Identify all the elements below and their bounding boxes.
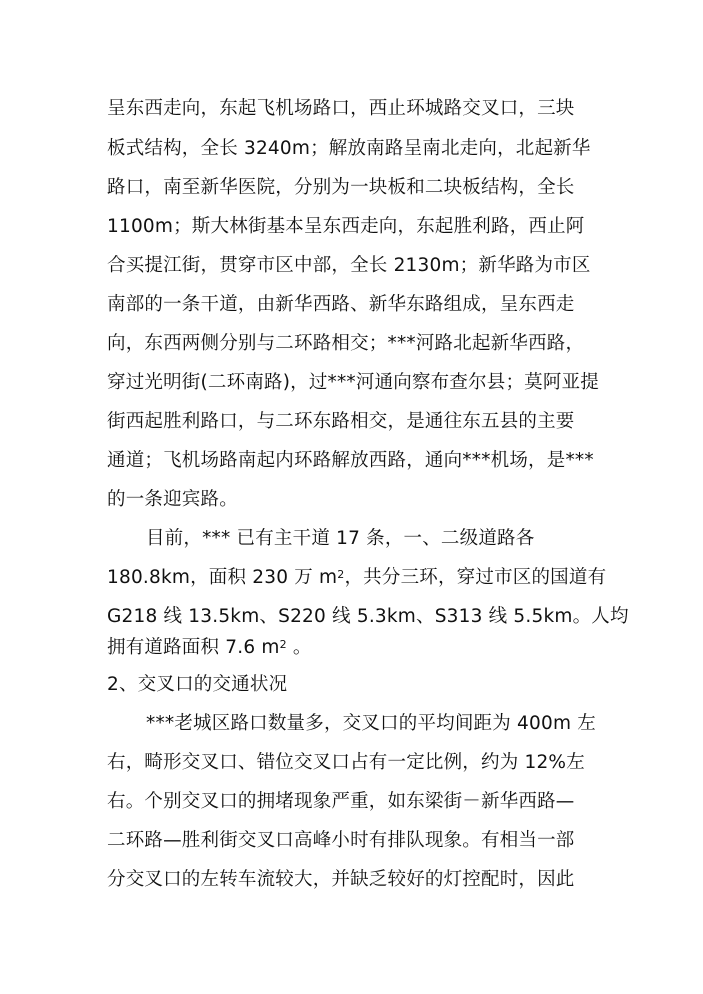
text-segment: 180.8km，面积 230 万 m	[107, 567, 338, 588]
text-line: 街西起胜利路口，与二环东路相交，是通往东五县的主要	[107, 411, 575, 432]
text-line: 通道；飞机场路南起内环路解放西路，通向***机场，是***	[107, 450, 594, 471]
text-line: 呈东西走向，东起飞机场路口，西止环城路交叉口，三块	[107, 98, 575, 119]
text-line: G218 线 13.5km、S220 线 5.3km、S313 线 5.5km。人均	[107, 606, 629, 627]
superscript: 2	[337, 568, 345, 581]
text-line: 穿过光明街(二环南路)，过***河通向察布查尔县；莫阿亚提	[107, 372, 599, 393]
text-segment: 。	[286, 637, 312, 658]
section-heading: 2、交叉口的交通状况	[107, 674, 288, 695]
text-line: 的一条迎宾路。	[107, 489, 238, 510]
text-line: 右。个别交叉口的拥堵现象严重，如东梁街－新华西路—	[107, 791, 575, 812]
superscript: 2	[279, 638, 287, 651]
text-line: 路口，南至新华医院，分别为一块板和二块板结构，全长	[107, 177, 575, 198]
text-line	[107, 565, 606, 591]
text-line: 二环路—胜利街交叉口高峰小时有排队现象。有相当一部	[107, 830, 575, 851]
text-line: 右，畸形交叉口、错位交叉口占有一定比例，约为 12%左	[107, 752, 585, 773]
text-line: 1100m；斯大林街基本呈东西走向，东起胜利路，西止阿	[107, 216, 585, 237]
text-segment: ，共分三环，穿过市区的国道有	[344, 567, 607, 588]
text-line: ***老城区路口数量多，交叉口的平均间距为 400m 左	[146, 713, 596, 734]
text-line: 分交叉口的左转车流较大，并缺乏较好的灯控配时，因此	[107, 869, 575, 890]
text-line: 向，东西两侧分别与二环路相交；***河路北起新华西路，	[107, 333, 585, 354]
text-line: 南部的一条干道，由新华西路、新华东路组成，呈东西走	[107, 294, 575, 315]
text-segment: 拥有道路面积 7.6 m	[107, 637, 280, 658]
text-line: 板式结构，全长 3240m；解放南路呈南北走向，北起新华	[107, 138, 591, 159]
text-line	[107, 635, 312, 661]
text-line: 目前，*** 已有主干道 17 条，一、二级道路各	[146, 528, 535, 549]
text-line: 合买提江街，贯穿市区中部，全长 2130m；新华路为市区	[107, 255, 591, 276]
